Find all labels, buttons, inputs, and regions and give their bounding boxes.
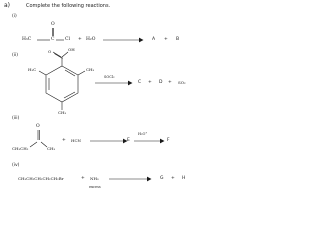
methyl-group-bottom: CH₃: [58, 110, 67, 115]
methyl-group-right: CH₃: [86, 67, 95, 72]
reaction-label-4: (iv): [12, 163, 20, 168]
reagent-h3o-plus: H₃O⁺: [138, 132, 148, 136]
product-c: C: [138, 80, 142, 85]
plus-sign: +: [171, 176, 175, 181]
product-d: D: [159, 80, 163, 85]
substrate-pentyl-bromide: CH₃CH₂CH₂CH₂CH₂Br: [18, 176, 64, 181]
product-a: A: [152, 37, 156, 42]
plus-sign: +: [62, 138, 66, 143]
ethyl-group: CH₃CH₂: [12, 146, 29, 151]
plus-sign: +: [168, 80, 172, 85]
benzene-ring: [46, 66, 78, 102]
reaction-label-2: (ii): [12, 53, 19, 58]
plus-sign: +: [81, 176, 85, 181]
carbonyl-carbon: C: [51, 37, 55, 42]
reagent-ammonia: NH₃: [90, 176, 99, 181]
plus-sign: +: [78, 37, 82, 42]
oxygen-atom: O: [51, 22, 55, 27]
double-bond-line: [53, 52, 61, 57]
methyl-group: CH₃: [47, 146, 56, 151]
product-h: H: [182, 176, 186, 181]
methyl-group-left: H₃C: [28, 67, 37, 72]
intermediate-e: E: [127, 138, 130, 143]
product-g: G: [160, 176, 164, 181]
hydroxyl-group: OH: [68, 47, 75, 52]
oxygen-atom: O: [48, 49, 52, 54]
bond-line: [39, 71, 46, 75]
product-f: F: [167, 138, 170, 143]
reaction-label-3: (iii): [12, 116, 20, 121]
plus-sign: +: [164, 37, 168, 42]
bond-line: [78, 71, 85, 75]
methyl-group: H₃C: [22, 37, 32, 42]
product-so2: SO₂: [178, 80, 186, 85]
bond-line: [62, 52, 68, 57]
double-bond-line: [54, 54, 62, 59]
reagent-water: H₂O: [86, 37, 96, 42]
reagent-socl2: SOCl₂: [104, 75, 115, 79]
product-b: B: [176, 37, 180, 42]
plus-sign: +: [148, 80, 152, 85]
oxygen-atom: O: [36, 124, 40, 129]
bond-line: [30, 142, 37, 147]
reagent-note: excess: [89, 185, 101, 189]
reaction-label-1: (i): [12, 14, 17, 19]
arrow-head: [139, 38, 144, 43]
arrow-head: [160, 139, 165, 144]
chlorine-atom: Cl: [65, 37, 70, 42]
arrow-head: [128, 81, 133, 86]
question-instruction: Complete the following reactions.: [26, 3, 111, 9]
question-letter: a): [4, 2, 11, 9]
reagent-hcn: HCN: [71, 138, 82, 143]
arrow-head: [147, 177, 152, 182]
